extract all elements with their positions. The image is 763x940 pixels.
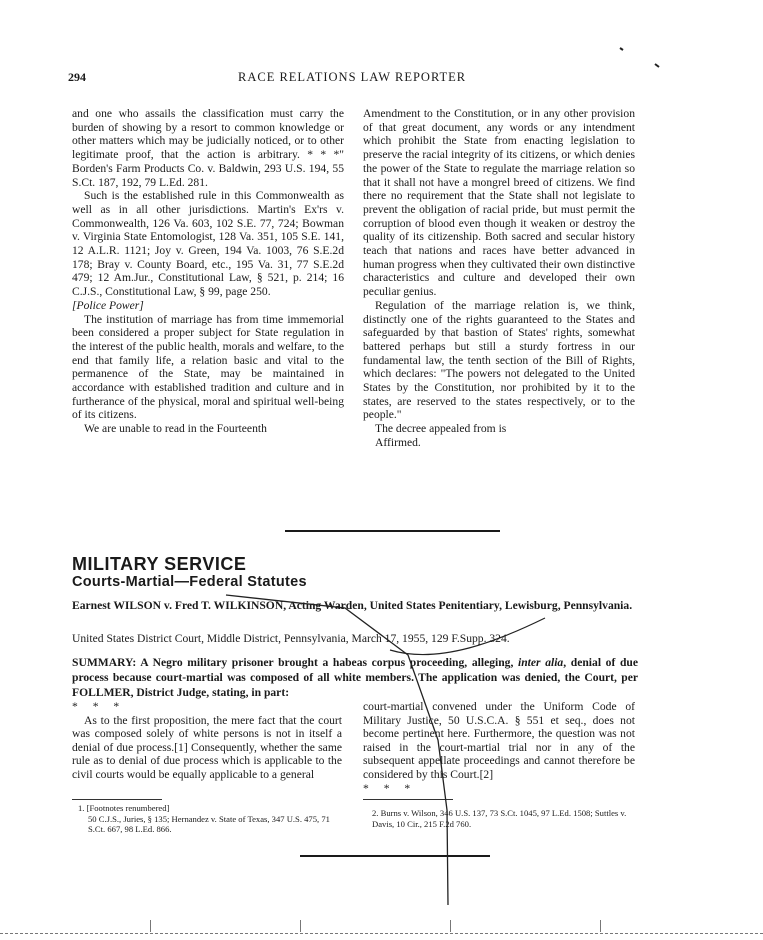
subheading-police-power: [Police Power] — [72, 298, 144, 312]
upper-right-column — [363, 107, 635, 450]
upper-left-column — [72, 107, 344, 436]
paragraph: The institution of marriage has from time immemorial been considered a proper subject for State regulation in the interest of the public health, morals and welfare, to the end that family life, a relation basic and vital to the permanence of the State, may be maintained in accordance with established tradition and culture and in furtherance of the physical, moral and spiritual well-being of its citizens. — [72, 312, 344, 422]
ellipsis-stars: * * * — [363, 781, 417, 795]
edge-tick — [150, 920, 151, 932]
speck-mark — [620, 48, 623, 50]
page-number: 294 — [68, 70, 86, 84]
running-title: RACE RELATIONS LAW REPORTER — [238, 70, 467, 84]
lower-right-column — [363, 700, 635, 795]
paragraph: The decree appealed from is — [375, 422, 507, 436]
summary-inter-alia: inter alia — [518, 656, 564, 669]
bottom-divider — [300, 855, 490, 857]
paragraph: Regulation of the marriage relation is, we think, distinctly one of the rights guaranteed to the States and safeguarded by that bastion of States' rights, somewhat battered perhaps but still a sturdy fortress in our fundamental law, the tenth section of the Bill of Rights, which declares: "The powers not delegated to the United States by the Constitution, nor prohibited by it to the states, are reserved to the states respectively, or to the people." — [363, 298, 635, 422]
section-subtitle: Courts-Martial—Federal Statutes — [72, 574, 307, 590]
speck-mark — [655, 64, 659, 67]
summary-label: SUMMARY: — [72, 656, 137, 669]
paragraph: Amendment to the Constitution, or in any other provision of that great document, any words or any intendment which prohibit the State from enacting legislation to preserve the racial integrity of its citizens, or which denies the power of the State to regulate the marriage relation so that it shall not have a mongrel breed of citizens. We find there no requirement that the State shall not legislate to prevent the obligation of racial pride, but must permit the corruption of blood even though it weaken or destroy the quality of its citizenship. Both sacred and secular history teach that nations and races have better advanced in human progress when they cultivated their own distinctive characteristics and culture and developed their own peculiar genius. — [363, 107, 635, 299]
paragraph: and one who assails the classification must carry the burden of showing by a resort to common knowledge or other matters which may be judicially noticed, or to other legitimate proof, that the action is arbitrary. * * *" Borden's Farm Products Co. v. Baldwin, 293 U.S. 194, 55 S.Ct. 187, 192, 79 L.Ed. 281. — [72, 107, 344, 189]
section-divider — [285, 530, 500, 532]
disposition: Affirmed. — [375, 435, 421, 449]
case-caption: Earnest WILSON v. Fred T. WILKINSON, Acting Warden, United States Penitentiary, Lewisburg, Pennsylvania. — [72, 599, 633, 612]
section-title: MILITARY SERVICE — [72, 554, 247, 574]
edge-tick — [600, 920, 601, 932]
paragraph: Such is the established rule in this Commonwealth as well as in all other jurisdictions. Martin's Ex'rs v. Commonwealth, 126 Va. 603, 102 S.E. 77, 724; Bowman v. Virginia State Entomologist, 128 Va. 351, 105 S.E. 141, 12 A.L.R. 1121; Joy v. Green, 194 Va. 1003, 76 S.E.2d 178; Bray v. County Board, etc., 195 Va. 31, 77 S.E.2d 479; 12 Am.Jur., Constitutional Law, § 521, p. 214; 16 C.J.S., Constitutional Law, § 99, page 250. — [72, 189, 344, 299]
paragraph: As to the first proposition, the mere fact that the court was composed solely of white persons is not in itself a denial of due process.[1] Consequently, whether the same rule as to denial of due process which is applicable to the civil courts would be equally applicable to a general — [72, 713, 342, 781]
footnote-rule — [72, 799, 162, 800]
case-summary — [72, 655, 638, 700]
footnote-1-heading: 1. [Footnotes renumbered] — [78, 803, 170, 813]
footnote-rule — [363, 799, 453, 800]
ellipsis-stars: * * * — [72, 700, 126, 713]
paragraph: court-martial convened under the Uniform Code of Military Justice, 50 U.S.C.A. § 551 et seq., does not become pertinent here. Furthermore, the question was not raised in the court-martial trial nor in any of the subsequent appellate proceedings and cannot therefore be considered by this Court.[2] — [363, 700, 635, 781]
lower-left-column — [72, 700, 342, 782]
edge-tick — [450, 920, 451, 932]
footnote-2: 2. Burns v. Wilson, 346 U.S. 137, 73 S.Ct. 1045, 97 L.Ed. 1508; Suttles v. Davis, 10 Cir., 215 F.2d 760. — [372, 808, 627, 829]
page-bottom-edge — [0, 933, 763, 935]
court-citation: United States District Court, Middle District, Pennsylvania, March 17, 1955, 129 F.Supp. 324. — [72, 632, 510, 645]
summary-text: A Negro military prisoner brought a habeas corpus proceeding, alleging, — [136, 656, 519, 669]
edge-tick — [300, 920, 301, 932]
paragraph: We are unable to read in the Fourteenth — [84, 422, 267, 436]
summary-text: , denial of due process because court-martial was composed of all white members. The application was denied, the Court, per FOLLMER, District Judge, stating, in part: — [72, 656, 638, 699]
footnote-1-text: 50 C.J.S., Juries, § 135; Hernandez v. State of Texas, 347 U.S. 475, 71 S.Ct. 667, 98 L.Ed. 866. — [88, 813, 330, 834]
running-header — [68, 70, 678, 86]
footnote-1 — [78, 803, 348, 835]
